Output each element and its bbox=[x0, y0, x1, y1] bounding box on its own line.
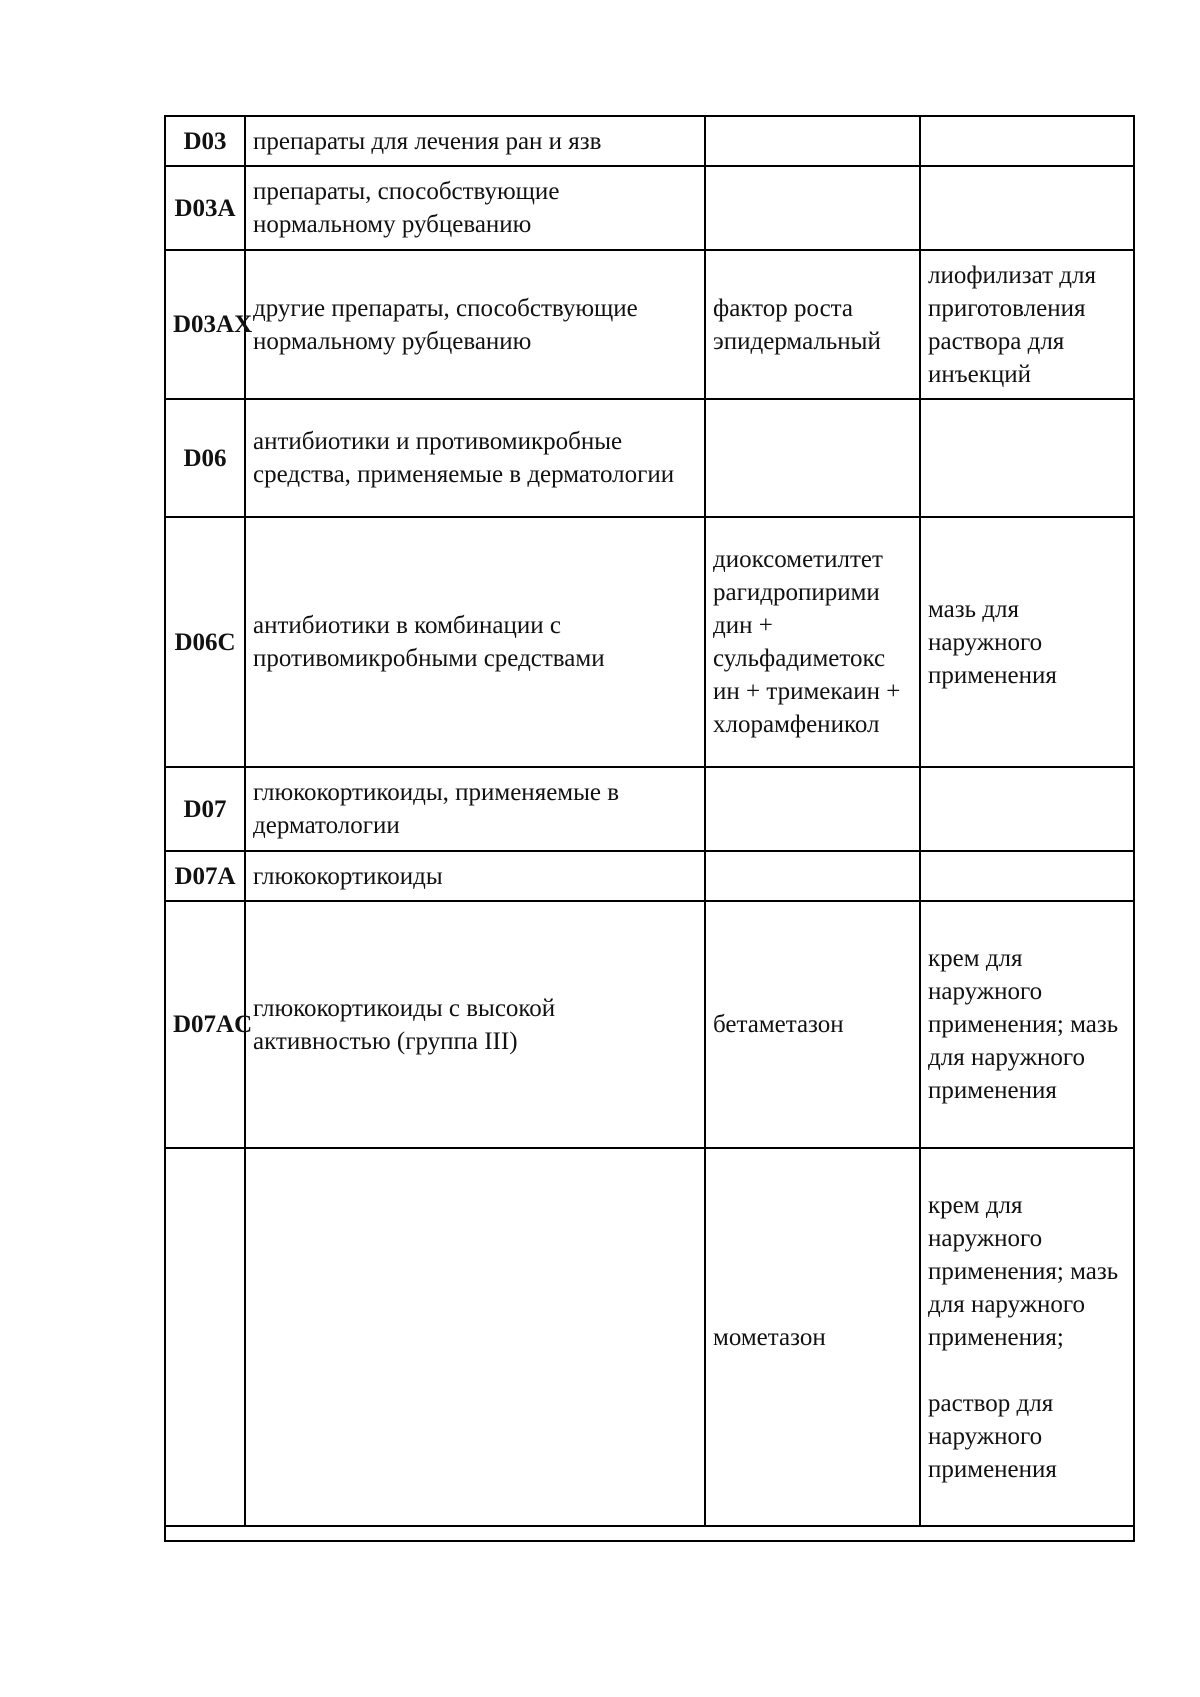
dosage-form: мазь для наружного применения bbox=[920, 517, 1134, 767]
table-row bbox=[165, 116, 1134, 166]
group-name: антибиотики в комбинации с противомикробными средствами bbox=[245, 517, 705, 767]
dosage-form bbox=[920, 767, 1134, 851]
drug-name bbox=[705, 767, 920, 851]
atc-code: D07A bbox=[165, 851, 245, 901]
group-name: антибиотики и противомикробные средства, применяемые в дерматологии bbox=[245, 399, 705, 517]
group-name bbox=[245, 1148, 705, 1526]
dosage-form bbox=[920, 399, 1134, 517]
group-name: глюкокортикоиды с высокой активностью (группа III) bbox=[245, 901, 705, 1148]
dosage-form bbox=[920, 166, 1134, 250]
group-name: глюкокортикоиды, применяемые в дерматологии bbox=[245, 767, 705, 851]
atc-code bbox=[165, 1148, 245, 1526]
group-name: препараты, способствующие нормальному рубцеванию bbox=[245, 166, 705, 250]
table-row bbox=[165, 767, 1134, 851]
table-row bbox=[165, 399, 1134, 517]
drug-name bbox=[705, 166, 920, 250]
group-name: другие препараты, способствующие нормальному рубцеванию bbox=[245, 250, 705, 399]
drug-name bbox=[705, 116, 920, 166]
dosage-form: крем для наружного применения; мазь для наружного применения; раствор для наружного применения bbox=[920, 1148, 1134, 1526]
atc-code: D03AX bbox=[165, 250, 245, 399]
table-row bbox=[165, 901, 1134, 1148]
drug-name: диоксометилтет рагидропирими дин + сульфадиметокс ин + тримекаин + хлорамфеникол bbox=[705, 517, 920, 767]
drug-name: фактор роста эпидермальный bbox=[705, 250, 920, 399]
table-bottom-cell bbox=[165, 1526, 1134, 1541]
dosage-form bbox=[920, 116, 1134, 166]
group-name: глюкокортикоиды bbox=[245, 851, 705, 901]
atc-code: D07 bbox=[165, 767, 245, 851]
atc-code: D06C bbox=[165, 517, 245, 767]
dosage-form bbox=[920, 851, 1134, 901]
atc-drug-table bbox=[164, 115, 1135, 1542]
table-row bbox=[165, 166, 1134, 250]
atc-code: D03 bbox=[165, 116, 245, 166]
table-row bbox=[165, 517, 1134, 767]
drug-name bbox=[705, 399, 920, 517]
atc-code: D06 bbox=[165, 399, 245, 517]
dosage-form: крем для наружного применения; мазь для наружного применения bbox=[920, 901, 1134, 1148]
table-row bbox=[165, 250, 1134, 399]
drug-name bbox=[705, 851, 920, 901]
table-bottom-strip bbox=[165, 1526, 1134, 1541]
table-row bbox=[165, 1148, 1134, 1526]
drug-name: бетаметазон bbox=[705, 901, 920, 1148]
table-row bbox=[165, 851, 1134, 901]
atc-code: D03A bbox=[165, 166, 245, 250]
group-name: препараты для лечения ран и язв bbox=[245, 116, 705, 166]
atc-code: D07AC bbox=[165, 901, 245, 1148]
dosage-form: лиофилизат для приготовления раствора для инъекций bbox=[920, 250, 1134, 399]
drug-name: мометазон bbox=[705, 1148, 920, 1526]
